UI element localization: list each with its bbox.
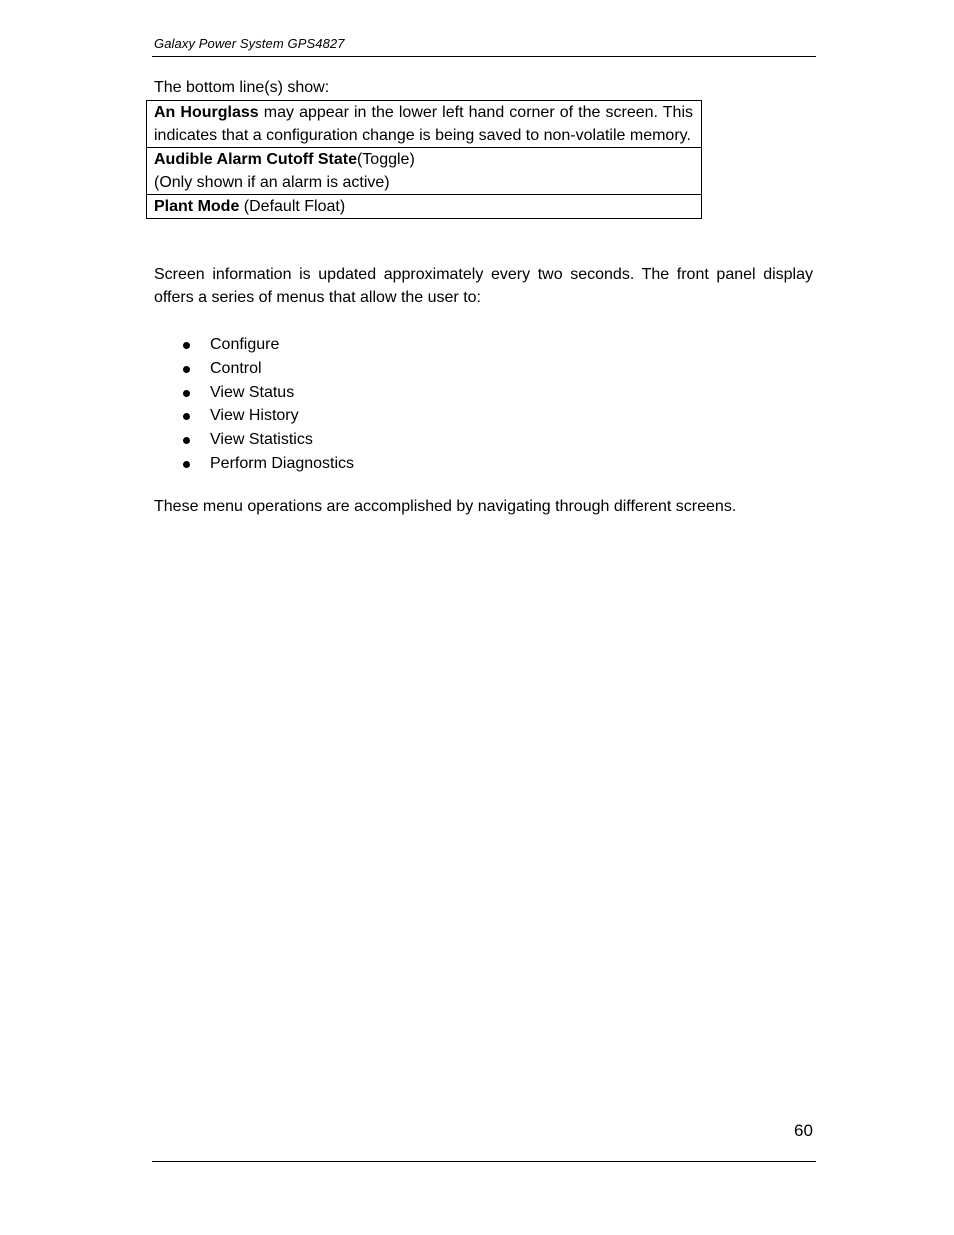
list-item	[180, 452, 354, 476]
menu-capabilities-list	[180, 333, 354, 476]
list-item-label: Control	[210, 359, 262, 377]
list-item	[180, 404, 354, 428]
table-cell-plant-mode	[147, 195, 702, 219]
list-item-label: View Status	[210, 383, 295, 401]
bullet-icon	[183, 390, 190, 397]
footer-divider	[152, 1161, 816, 1162]
list-item	[180, 333, 354, 357]
bottom-lines-table	[146, 100, 702, 219]
bullet-icon	[183, 461, 190, 468]
list-item-label: View History	[210, 407, 299, 425]
hourglass-description: may appear in the lower left hand corner of the screen. This indicates that a configuration change is being saved to non-volatile memory.	[154, 104, 694, 144]
header-divider	[152, 56, 816, 57]
list-item-label: View Statistics	[210, 431, 313, 449]
term-plant-mode: Plant Mode	[154, 198, 240, 215]
term-alarm-cutoff: Audible Alarm Cutoff State	[154, 151, 357, 168]
list-item	[180, 381, 354, 405]
bullet-icon	[183, 342, 190, 349]
screen-info-paragraph: Screen information is updated approximately every two seconds. The front panel display offers a series of menus that allow the user to:	[154, 266, 813, 306]
page-number: 60	[794, 1121, 813, 1140]
bullet-icon	[183, 413, 190, 420]
list-item-label: Perform Diagnostics	[210, 454, 355, 472]
plant-mode-default: (Default Float)	[239, 198, 346, 215]
list-item	[180, 428, 354, 452]
page-header-title: Galaxy Power System GPS4827	[154, 36, 345, 51]
closing-paragraph: These menu operations are accomplished by navigating through different screens.	[154, 498, 737, 515]
alarm-cutoff-toggle-note: (Toggle)	[356, 151, 415, 168]
alarm-cutoff-condition: (Only shown if an alarm is active)	[154, 174, 390, 191]
table-row	[147, 195, 702, 219]
bullet-icon	[183, 437, 190, 444]
list-item	[180, 357, 354, 381]
table-cell-hourglass	[147, 101, 702, 148]
intro-text: The bottom line(s) show:	[154, 79, 330, 96]
table-cell-alarm-cutoff	[147, 148, 702, 195]
list-item-label: Configure	[210, 336, 280, 353]
table-row	[147, 148, 702, 195]
term-hourglass: An Hourglass	[154, 104, 259, 121]
table-row	[147, 101, 702, 148]
bullet-icon	[183, 366, 190, 373]
